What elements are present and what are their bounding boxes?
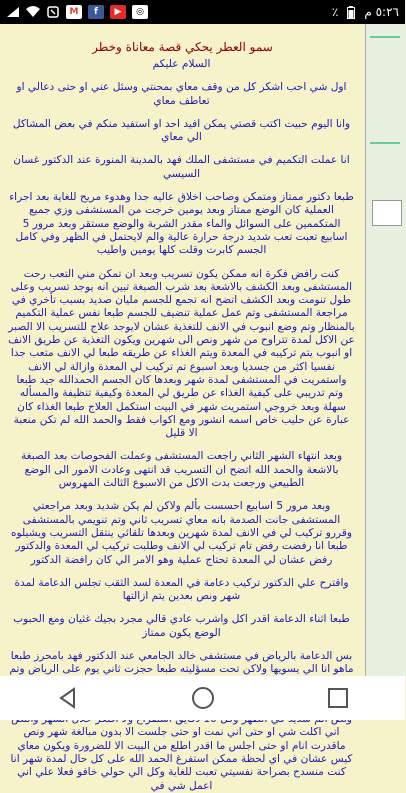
post-paragraph: وبعد مرور 5 اسابيع احسست بألم ولاكن لم يكن شديد وبعد مراجعتي المستشفى جانت الصدمة بانه معاي تسريب ثاني وتم تنويمي بالمستشفى وقررو تركيب لي في الانف لمدة شهرين وبعدها تلقائي ينتقل التسريب ويشيلوه طبعا انا رفضت رفض تام تركيب لي الانف وطلبت تركيب لي المعدة والدكتور رفض عشان لي المعدة تحتاج عملية وهو الامر الي كان رافضة الدكتور xyxy=(10,500,353,566)
status-left-icons xyxy=(6,5,148,19)
forum-post xyxy=(0,24,365,792)
post-paragraph: اول شي احب اشكر كل من وقف معاي بمحنتي وسئل عني او حتى دعالي او تعاطف معاي xyxy=(16,81,347,107)
post-title: سمو العطر يحكي قصة معاناة وخطر xyxy=(92,40,273,54)
home-icon xyxy=(190,685,216,711)
sidebar-strip xyxy=(365,24,406,676)
youtube-icon: ▶ xyxy=(110,5,126,19)
battery-percent: ٪ xyxy=(331,5,339,19)
back-icon xyxy=(56,686,80,710)
signal-icon xyxy=(6,5,20,19)
post-paragraph: انا عملت التكميم في مستشفى الملك فهد بالمدينة المنورة عند الدكتور غسان السيسي xyxy=(13,154,350,180)
page-content[interactable] xyxy=(0,24,405,792)
home-button[interactable] xyxy=(181,676,225,720)
navigation-bar xyxy=(0,676,405,720)
status-right xyxy=(332,5,399,19)
sidebar-thumbnail[interactable] xyxy=(372,200,402,226)
post-paragraph: وانا اليوم حبيت اكتب قصتي يمكن افيد احد او استفيد منكم في بعض المشاكل الي معاي xyxy=(12,117,351,144)
status-time: ٥:٢٦ م xyxy=(364,5,399,19)
post-paragraph: طبعا دكتور ممتاز ومتمكن وصاحب اخلاق عاليه جدا وهدوء مريح للغاية بعد اجراء العملية كان الوضع ممتاز وبعد يومين خرجت من المستشفى وزي جميع المتكممين على السوائل والماء مقدر الشربة والوضع مستقر وبعد مرور 5 اسابيع تعبت تعب شديد درجة حرارة عالية والم لايحتمل في الظهر وفي كامل الجسم كابرت وقلت كلها يومين واطيب xyxy=(9,191,354,257)
wifi-icon xyxy=(26,5,40,19)
status-bar xyxy=(0,0,405,24)
facebook-icon: f xyxy=(88,5,104,19)
recents-button[interactable] xyxy=(316,676,360,720)
post-paragraph: السلام عليكم xyxy=(152,58,211,70)
sidebar-divider xyxy=(370,142,400,144)
battery-icon xyxy=(344,5,358,19)
recents-icon xyxy=(326,686,350,710)
post-paragraph: واقترح علي الدكتور تركيب دعامة في المعدة لسد الثقب تجلس الدعامة لمدة شهر ونص بعدين يتم ازالتها xyxy=(14,576,349,603)
gmail-icon: M xyxy=(66,5,82,19)
post-paragraph: طبعا اثناء الدعامة اقدر اكل واشرب عادي قالي مجرد بجيك غثيان ومع الحبوب الوضع يكون ممتاز xyxy=(13,613,350,639)
post-paragraph: بس الدعامة بالرياض في مستشفى خالد الجامعي عند الدكتور فهد بامحرز طبعا ماهو انا الي يسويها ولاكن تحت مسؤليته طبعا حجزت ثاني يوم على الرياض وتم xyxy=(9,649,354,676)
post-paragraph: اني اكلت شي او حتى اني نمت او حتى جلست الا بدون مبالغة شهر ونص ماقدرت انام او حتى اجلس ما اقدر اطلع من البيت الا للضرورة ويكون معاي كيس عشان في اي لحظة ممكن استفرغ الحمد الله على كل حال لمدة شهر انا كنت منسدح بصراحة نفسيتي تعبت للغاية وكل الي حولي خافو فعلا علي اني اعمل شي في xyxy=(10,726,353,792)
whatsapp-icon: ◎ xyxy=(132,5,148,19)
post-paragraph: وبعد انتهاء الشهر الثاني راجعت المستشفى وعملت الفحوصات بعد الصبغة بالاشعة والحمد الله اتضح ان التسريب قد انتهى وعادت الامور الى الوضع الطبيعي ورجعت بدت الاكل من الاسبوع الثالث المهروس xyxy=(20,450,343,490)
back-button[interactable] xyxy=(46,676,90,720)
nfc-icon xyxy=(46,5,60,19)
sidebar-divider xyxy=(370,36,400,38)
post-paragraph: كنت رافض فكرة انه ممكن يكون تسريب وبعد ان تمكن مني التعب رحت المستشفى وبعد الكشف بالاشعة بعد شرب الصبغة تبين انه يوجد تسريب وعلى طول تنومت وبعد الكشف اتضح انه تجمع للجسم مليان صديد بسبب تأخري في مراجعة المستشفى وتم عمل عملية تنضيف للجسم طبعا نفس عملية التكميم بالمنظار وتم وضع انبوب في الانف للتغذية عشان لايوجد علاج للتسريب الا الصبر عن الاكل لمدة تتراوح من شهر ونص الى شهرين ويكون التغذية عن طريق الانف او انبوب يتم تركيبه في المعدة ويتم الغذاء عن طريقه طبعا لي الانف متعب جدا نفسيا اكثر من جسديا وبعد اسبوع تم تركيب لي المعدة وازالة لي الانف واستمريت في المستشفى لمدة شهر وبعدها كان الجسم الحمدالله جيد طبعا وتم تدريبي على كيفية الغذاء عن طريق لي المعدة وكيفية تنظيفة والمسأله سهلة وبعد خروجي استمريت شهر في البيت استكمل العلاج طبعا الغذاء كان عبارة عن حليب خاص اسمه انشور ومع اكواب فقط والحمد الله لم تكن منعبة الا قليل xyxy=(8,267,355,440)
